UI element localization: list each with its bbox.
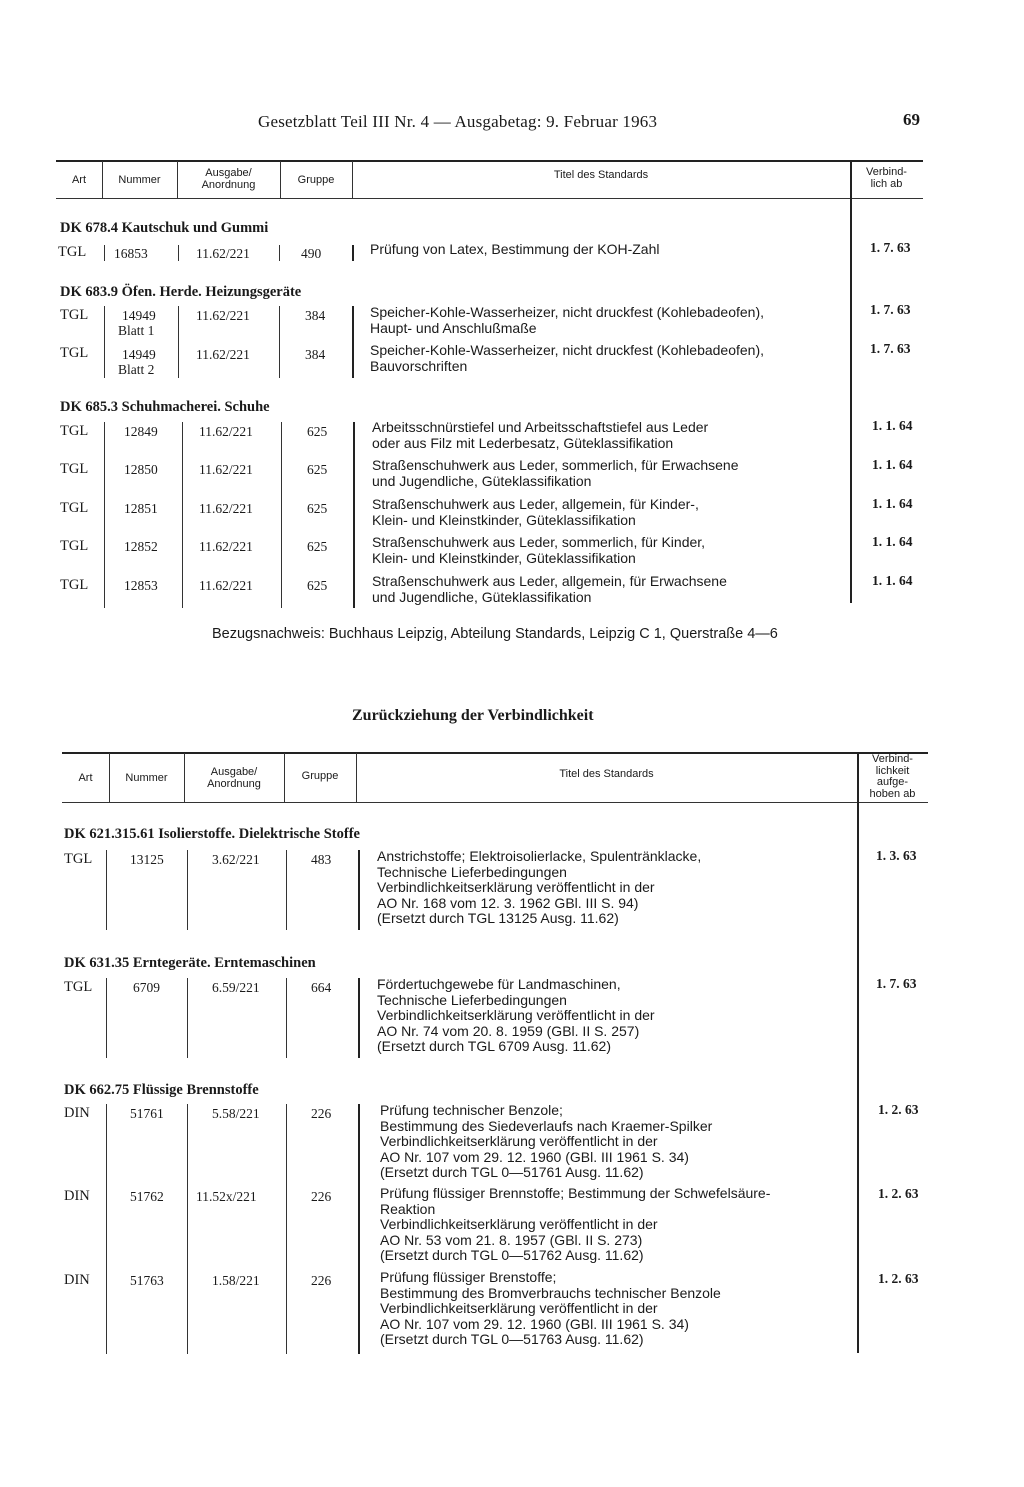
- column-divider: [286, 1104, 287, 1354]
- section-heading: DK 621.315.61 Isolierstoffe. Dielektrische Stoffe: [64, 826, 360, 842]
- column-header-art: Art: [78, 772, 93, 784]
- column-divider: [279, 245, 280, 261]
- cell-art: TGL: [60, 500, 89, 516]
- page-number: 69: [903, 110, 920, 129]
- cell-aufgehoben: 1. 2. 63: [878, 1186, 919, 1201]
- cell-gruppe: 625: [307, 424, 328, 439]
- section-heading: DK 685.3 Schuhmacherei. Schuhe: [60, 399, 270, 415]
- column-divider: [104, 245, 105, 261]
- cell-nummer: 12850: [124, 462, 158, 477]
- cell-verbindlich: 1. 1. 64: [872, 496, 913, 511]
- column-divider: [358, 1104, 360, 1354]
- cell-titel: Prüfung technischer Benzole; Bestimmung des Siedeverlaufs nach Kraemer-Spilker Verbindlichkeitserklärung veröffentlicht in der AO Nr. 107 vom 29. 12. 1960 (GBl. III 1961 S. 34) (Ersetzt durch TGL 0—51761 Ausg. 11.62): [380, 1102, 713, 1180]
- column-divider: [104, 306, 105, 378]
- column-header-art: Art: [71, 174, 87, 186]
- column-divider: [106, 1104, 107, 1354]
- cell-aufgehoben: 1. 3. 63: [876, 848, 917, 863]
- cell-ausgabe: 6.59/221: [212, 980, 260, 995]
- reference-note: Bezugsnachweis: Buchhaus Leipzig, Abteilung Standards, Leipzig C 1, Querstraße 4—6: [212, 626, 778, 642]
- cell-ausgabe: 3.62/221: [212, 852, 260, 867]
- column-divider: [187, 978, 188, 1058]
- cell-gruppe: 226: [311, 1273, 332, 1288]
- cell-ausgabe: 11.62/221: [199, 578, 253, 593]
- cell-gruppe: 625: [307, 501, 328, 516]
- column-header-ausgabe: Ausgabe/ Anordnung: [201, 167, 256, 191]
- cell-ausgabe: 11.52x/221: [196, 1189, 257, 1204]
- cell-art: TGL: [60, 577, 89, 593]
- cell-titel: Straßenschuhwerk aus Leder, allgemein, für Kinder-, Klein- und Kleinstkinder, Güteklassifikation: [372, 496, 699, 528]
- cell-ausgabe: 5.58/221: [212, 1106, 260, 1121]
- cell-nummer: 16853: [114, 246, 148, 261]
- cell-nummer: 13125: [130, 852, 164, 867]
- column-divider: [352, 306, 354, 378]
- cell-nummer: 12849: [124, 424, 158, 439]
- cell-nummer: 6709: [133, 980, 160, 995]
- column-header-nummer: Nummer: [118, 174, 161, 186]
- cell-titel: Speicher-Kohle-Wasserheizer, nicht druckfest (Kohlebadeofen), Haupt- und Anschlußmaße: [370, 304, 765, 336]
- column-divider: [106, 850, 107, 930]
- column-divider: [286, 978, 287, 1058]
- date-column-divider: [850, 161, 852, 603]
- cell-art: DIN: [64, 1188, 90, 1204]
- cell-titel: Arbeitsschnürstiefel und Arbeitsschaftstiefel aus Leder oder aus Filz mit Lederbesatz, Güteklassifikation: [372, 419, 709, 451]
- cell-gruppe: 490: [301, 246, 322, 261]
- cell-art: TGL: [64, 979, 93, 995]
- column-header-titel: Titel des Standards: [553, 169, 649, 181]
- column-divider: [358, 978, 360, 1058]
- section-heading: DK 631.35 Erntegeräte. Erntemaschinen: [64, 955, 316, 971]
- column-divider: [358, 850, 360, 930]
- cell-ausgabe: 11.62/221: [196, 347, 250, 362]
- cell-art: TGL: [60, 423, 89, 439]
- cell-verbindlich: 1. 7. 63: [870, 341, 911, 356]
- column-divider: [104, 422, 105, 608]
- cell-nummer: 12851: [124, 501, 158, 516]
- table-top-rule: [62, 752, 928, 754]
- table-top-rule: [56, 160, 923, 162]
- cell-art: DIN: [64, 1105, 90, 1121]
- column-divider: [279, 306, 280, 378]
- cell-titel: Anstrichstoffe; Elektroisolierlacke, Spulentränklacke, Technische Lieferbedingungen Verbindlichkeitserklärung veröffentlicht in der AO Nr. 168 vom 12. 3. 1962 GBl. III S. 94) (Ersetzt durch TGL 13125 Ausg. 11.62): [377, 848, 702, 926]
- cell-nummer: 51763: [130, 1273, 164, 1288]
- cell-verbindlich: 1. 7. 63: [870, 240, 911, 255]
- cell-gruppe: 483: [311, 852, 332, 867]
- cell-titel: Fördertuchgewebe für Landmaschinen, Technische Lieferbedingungen Verbindlichkeitserklärung veröffentlicht in der AO Nr. 74 vom 20. 8. 1959 (GBl. II S. 257) (Ersetzt durch TGL 6709 Ausg. 11.62): [377, 976, 655, 1054]
- cell-gruppe: 664: [311, 980, 332, 995]
- cell-art: TGL: [60, 538, 89, 554]
- cell-art: TGL: [60, 307, 89, 323]
- cell-ausgabe: 11.62/221: [199, 462, 253, 477]
- cell-verbindlich: 1. 7. 63: [870, 302, 911, 317]
- column-divider: [286, 850, 287, 930]
- cell-gruppe: 226: [311, 1189, 332, 1204]
- column-header-titel: Titel des Standards: [559, 768, 654, 780]
- section-heading: DK 678.4 Kautschuk und Gummi: [60, 220, 269, 236]
- cell-verbindlich: 1. 1. 64: [872, 534, 913, 549]
- page-header-title: Gesetzblatt Teil III Nr. 4 — Ausgabetag: 9. Februar 1963: [258, 112, 658, 131]
- column-divider: [353, 422, 355, 608]
- cell-gruppe: 226: [311, 1106, 332, 1121]
- section-heading: DK 683.9 Öfen. Herde. Heizungsgeräte: [60, 284, 302, 300]
- cell-nummer: 12852: [124, 539, 158, 554]
- cell-ausgabe: 11.62/221: [199, 539, 253, 554]
- cell-verbindlich: 1. 1. 64: [872, 457, 913, 472]
- cell-titel: Straßenschuhwerk aus Leder, sommerlich, für Kinder, Klein- und Kleinstkinder, Güteklassifikation: [372, 534, 706, 566]
- cell-gruppe: 625: [307, 578, 328, 593]
- column-header-aufgehoben: Verbind- lichkeit aufge- hoben ab: [869, 753, 916, 800]
- cell-titel: Speicher-Kohle-Wasserheizer, nicht druckfest (Kohlebadeofen), Bauvorschriften: [370, 342, 765, 374]
- cell-titel: Prüfung flüssiger Brenstoffe; Bestimmung des Bromverbrauchs technischer Benzole Verbindlichkeitserklärung veröffentlicht in der AO Nr. 107 vom 29. 12. 1960 (GBl. III 1961 S. 34) (Ersetzt durch TGL 0—51763 Ausg. 11.62): [380, 1269, 721, 1347]
- column-divider: [187, 850, 188, 930]
- cell-nummer: 14949: [122, 347, 156, 362]
- cell-gruppe: 625: [307, 539, 328, 554]
- column-divider: [178, 245, 179, 261]
- table-header-rule: [62, 802, 928, 803]
- cell-titel: Prüfung flüssiger Brennstoffe; Bestimmung der Schwefelsäure- Reaktion Verbindlichkeitserklärung veröffentlicht in der AO Nr. 53 vom 21. 8. 1957 (GBl. II S. 273) (Ersetzt durch TGL 0—51762 Ausg. 11.62): [380, 1185, 771, 1263]
- cell-gruppe: 625: [307, 462, 328, 477]
- cell-ausgabe: 11.62/221: [199, 501, 253, 516]
- cell-titel: Straßenschuhwerk aus Leder, allgemein, für Erwachsene und Jugendliche, Güteklassifikation: [372, 573, 727, 605]
- table-header-rule: [56, 198, 923, 199]
- cell-blatt: Blatt 2: [118, 362, 155, 377]
- cell-nummer: 14949: [122, 308, 156, 323]
- column-header-nummer: Nummer: [125, 772, 168, 784]
- cell-gruppe: 384: [305, 347, 326, 362]
- cell-verbindlich: 1. 1. 64: [872, 418, 913, 433]
- cell-gruppe: 384: [305, 308, 326, 323]
- cell-titel: Straßenschuhwerk aus Leder, sommerlich, für Erwachsene und Jugendliche, Güteklassifikation: [372, 457, 739, 489]
- cell-aufgehoben: 1. 7. 63: [876, 976, 917, 991]
- column-divider: [182, 422, 183, 608]
- cell-art: DIN: [64, 1272, 90, 1288]
- section-title-withdrawal: Zurückziehung der Verbindlichkeit: [352, 707, 594, 724]
- cell-ausgabe: 11.62/221: [196, 308, 250, 323]
- cell-ausgabe: 1.58/221: [212, 1273, 260, 1288]
- cell-blatt: Blatt 1: [118, 323, 155, 338]
- cell-art: TGL: [60, 345, 89, 361]
- cell-art: TGL: [64, 851, 93, 867]
- cell-nummer: 51762: [130, 1189, 164, 1204]
- cell-ausgabe: 11.62/221: [199, 424, 253, 439]
- column-header-gruppe: Gruppe: [297, 174, 335, 186]
- column-divider: [352, 245, 354, 261]
- cell-ausgabe: 11.62/221: [196, 246, 250, 261]
- column-divider: [178, 306, 179, 378]
- column-header-verbindlich: Verbind- lich ab: [866, 166, 907, 190]
- cell-aufgehoben: 1. 2. 63: [878, 1271, 919, 1286]
- cell-titel: Prüfung von Latex, Bestimmung der KOH-Zahl: [370, 241, 660, 257]
- cell-art: TGL: [60, 461, 89, 477]
- cell-art: TGL: [58, 244, 87, 260]
- column-header-gruppe: Gruppe: [301, 770, 339, 782]
- column-header-ausgabe: Ausgabe/ Anordnung: [207, 766, 261, 790]
- cell-nummer: 12853: [124, 578, 158, 593]
- column-divider: [106, 978, 107, 1058]
- cell-aufgehoben: 1. 2. 63: [878, 1102, 919, 1117]
- column-divider: [187, 1104, 188, 1354]
- cell-nummer: 51761: [130, 1106, 164, 1121]
- column-divider: [281, 422, 282, 608]
- section-heading: DK 662.75 Flüssige Brennstoffe: [64, 1082, 259, 1098]
- cell-verbindlich: 1. 1. 64: [872, 573, 913, 588]
